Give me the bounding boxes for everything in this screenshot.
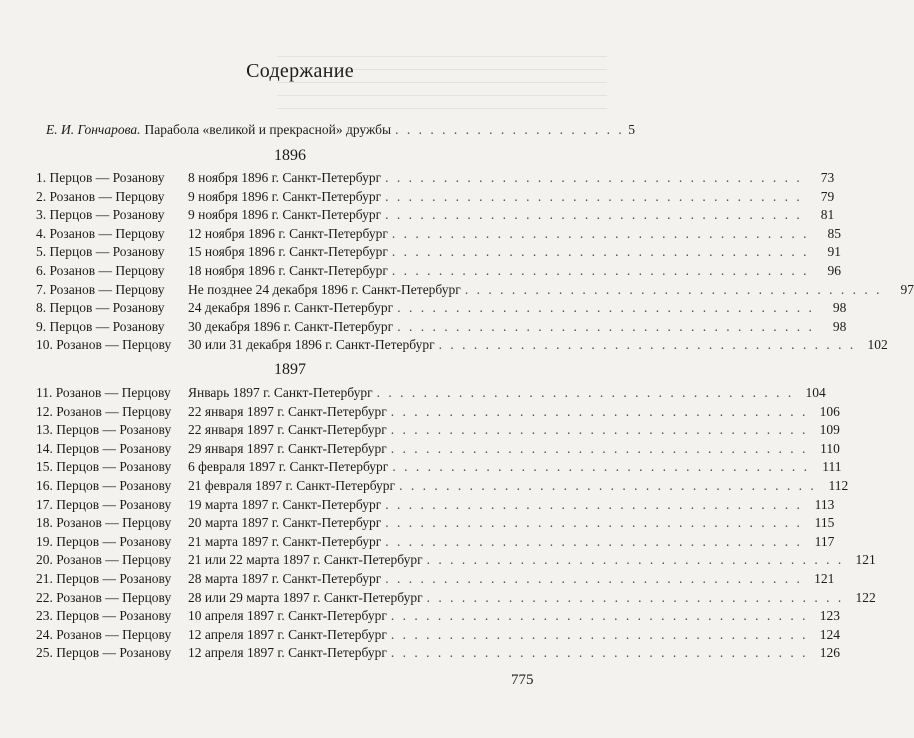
entry-correspondents: 20. Розанов — Перцову bbox=[36, 552, 172, 568]
contents-entry bbox=[36, 608, 841, 627]
leader-dots: . . . . . . . . . . . . . . . . . . . . . . . . . . . . . . . . . . . . bbox=[391, 244, 810, 260]
entry-page-number: 126 bbox=[819, 645, 841, 661]
leader-dots: . . . . . . . . . . . . . . . . . . . . . . . . . . . . . . . . . . . . bbox=[385, 533, 803, 549]
leader-dots: . . . . . . . . . . . . . . . . . . . . . . . . . . . . . . . . . . . . bbox=[391, 225, 810, 241]
entry-correspondents: 7. Розанов — Перцову bbox=[36, 281, 165, 297]
contents-entry bbox=[36, 188, 835, 208]
entry-page-number: 115 bbox=[814, 515, 835, 531]
contents-entry bbox=[36, 244, 842, 263]
entry-date-place: 18 ноября 1896 г. Санкт-Петербург bbox=[188, 262, 388, 278]
entry-page-number: 113 bbox=[814, 496, 835, 512]
intro-author: Е. И. Гончарова. bbox=[46, 122, 141, 137]
contents-entry bbox=[36, 440, 840, 460]
leader-dots: . . . . . . . . . . . . . . . . . . . . . . . . . . . . . . . . . . . . bbox=[385, 188, 803, 204]
contents-entry bbox=[36, 422, 840, 441]
leader-dots: . . . . . . . . . . . . . . . . . . . . . . . . . . . . . . . . . . . . bbox=[399, 477, 817, 493]
entry-correspondents: 5. Перцов — Розанову bbox=[36, 244, 165, 260]
contents-entry bbox=[36, 225, 842, 245]
contents-entry bbox=[36, 533, 835, 553]
leader-dots: . . . . . . . . . . . . . . . . . . . . . . . . . . . . . . . . . . . . bbox=[385, 170, 803, 185]
leader-dots: . . . . . . . . . . . . . . . . . . . . . . . . . . . . . . . . . . . . bbox=[390, 440, 808, 456]
entry-date-place: 28 или 29 марта 1897 г. Санкт-Петербург bbox=[188, 589, 423, 605]
entry-correspondents: 25. Перцов — Розанову bbox=[36, 645, 172, 661]
entry-correspondents: 4. Розанов — Перцову bbox=[36, 225, 165, 241]
entry-page-number: 109 bbox=[819, 422, 840, 438]
contents-entry bbox=[36, 496, 835, 516]
entry-date-place: 24 декабря 1896 г. Санкт-Петербург bbox=[188, 300, 394, 316]
leader-dots: . . . . . . . . . . . . . . . . . . . . . . . . . . . . . . . . . . . . bbox=[385, 207, 803, 223]
leader-dots: . . . . . . . . . . . . . . . . . . . . . . . . . . . . . . . . . . . . bbox=[391, 262, 810, 278]
entries-1896 bbox=[36, 170, 914, 356]
page-title: Содержание bbox=[246, 60, 354, 82]
entry-page-number: 111 bbox=[822, 459, 842, 475]
entry-page-number: 121 bbox=[814, 570, 835, 586]
contents-entry bbox=[36, 589, 876, 609]
entry-page-number: 97 bbox=[900, 281, 914, 297]
entry-page-number: 122 bbox=[855, 589, 876, 605]
entry-page-number: 81 bbox=[820, 207, 835, 223]
contents-entry bbox=[36, 459, 842, 478]
entry-date-place: 28 марта 1897 г. Санкт-Петербург bbox=[188, 570, 382, 586]
contents-entry bbox=[36, 385, 826, 404]
entry-date-place: 8 ноября 1896 г. Санкт-Петербург bbox=[188, 170, 382, 185]
page-number: 775 bbox=[511, 672, 534, 688]
entry-date-place: 9 ноября 1896 г. Санкт-Петербург bbox=[188, 207, 382, 223]
intro-title: Парабола «великой и прекрасной» дружбы bbox=[144, 122, 392, 137]
leader-dots: . . . . . . . . . . . . . . . . . . . . . . . . . . . . . . . . . . . . bbox=[390, 403, 808, 419]
entry-page-number: 121 bbox=[855, 552, 876, 568]
entry-correspondents: 15. Перцов — Розанову bbox=[36, 459, 172, 475]
leader-dots: . . . . . . . . . . . . . . . . . . . . . . . . . . . . . . . . . . . . bbox=[376, 385, 794, 400]
entry-correspondents: 22. Розанов — Перцову bbox=[36, 589, 172, 605]
entry-correspondents: 24. Розанов — Перцову bbox=[36, 626, 172, 642]
entry-correspondents: 6. Розанов — Перцову bbox=[36, 262, 165, 278]
leader-dots: . . . . . . . . . . . . . . . . . . . . . . . . . . . . . . . . . . . . bbox=[390, 645, 809, 661]
leader-dots: . . . . . . . . . . . . . . . . . . . . . . . . . . . . . . . . . . . . bbox=[464, 281, 882, 297]
leader-dots: . . . . . . . . . . . . . . . . . . . . . . . . . . . . . . . . . . . . bbox=[385, 570, 803, 586]
entry-page-number: 123 bbox=[819, 608, 841, 624]
entry-correspondents: 1. Перцов — Розанову bbox=[36, 170, 165, 185]
entry-date-place: 9 ноября 1896 г. Санкт-Петербург bbox=[188, 188, 382, 204]
contents-entry bbox=[36, 515, 835, 534]
entry-page-number: 124 bbox=[819, 626, 841, 642]
entry-correspondents: 2. Розанов — Перцову bbox=[36, 188, 165, 204]
leader-dots: . . . . . . . . . . . . . . . . . . . . . . . . . . . . . . . . . . . . bbox=[426, 552, 844, 568]
entry-page-number: 98 bbox=[832, 318, 847, 334]
entry-page-number: 106 bbox=[819, 403, 840, 419]
entry-page-number: 110 bbox=[820, 440, 840, 456]
entry-date-place: 21 марта 1897 г. Санкт-Петербург bbox=[188, 533, 382, 549]
leader-dots: . . . . . . . . . . . . . . . . . . . . bbox=[395, 122, 625, 137]
entry-correspondents: 17. Перцов — Розанову bbox=[36, 496, 172, 512]
entries-1897 bbox=[36, 385, 876, 664]
leader-dots: . . . . . . . . . . . . . . . . . . . . . . . . . . . . . . . . . . . . bbox=[392, 459, 810, 475]
entry-date-place: Не позднее 24 декабря 1896 г. Санкт-Петербург bbox=[188, 281, 461, 297]
contents-entry bbox=[36, 552, 876, 571]
entry-date-place: 22 января 1897 г. Санкт-Петербург bbox=[188, 403, 387, 419]
leader-dots: . . . . . . . . . . . . . . . . . . . . . . . . . . . . . . . . . . . . bbox=[385, 496, 803, 512]
year-heading-1897: 1897 bbox=[274, 361, 306, 378]
entry-page-number: 102 bbox=[867, 337, 888, 353]
entry-date-place: 6 февраля 1897 г. Санкт-Петербург bbox=[188, 459, 389, 475]
entry-correspondents: 8. Перцов — Розанову bbox=[36, 300, 165, 316]
entry-page-number: 117 bbox=[814, 533, 835, 549]
entry-date-place: 12 апреля 1897 г. Санкт-Петербург bbox=[188, 645, 387, 661]
entry-page-number: 98 bbox=[832, 300, 847, 316]
entry-correspondents: 14. Перцов — Розанову bbox=[36, 440, 172, 456]
entry-correspondents: 11. Розанов — Перцову bbox=[36, 385, 171, 400]
leader-dots: . . . . . . . . . . . . . . . . . . . . . . . . . . . . . . . . . . . . bbox=[390, 608, 809, 624]
entry-page-number: 85 bbox=[827, 225, 842, 241]
contents-entry bbox=[36, 262, 842, 282]
entry-date-place: 21 или 22 марта 1897 г. Санкт-Петербург bbox=[188, 552, 423, 568]
leader-dots: . . . . . . . . . . . . . . . . . . . . . . . . . . . . . . . . . . . . bbox=[385, 515, 803, 531]
entry-page-number: 79 bbox=[820, 188, 835, 204]
entry-date-place: 30 декабря 1896 г. Санкт-Петербург bbox=[188, 318, 394, 334]
entry-page-number: 104 bbox=[805, 385, 826, 400]
intro-entry bbox=[46, 122, 635, 138]
entry-correspondents: 3. Перцов — Розанову bbox=[36, 207, 165, 223]
leader-dots: . . . . . . . . . . . . . . . . . . . . . . . . . . . . . . . . . . . . bbox=[390, 422, 808, 438]
entry-correspondents: 19. Перцов — Розанову bbox=[36, 533, 172, 549]
entry-date-place: Январь 1897 г. Санкт-Петербург bbox=[188, 385, 373, 400]
contents-entry bbox=[36, 570, 835, 590]
entry-date-place: 12 ноября 1896 г. Санкт-Петербург bbox=[188, 225, 388, 241]
entry-correspondents: 13. Перцов — Розанову bbox=[36, 422, 172, 438]
year-heading-1896: 1896 bbox=[274, 147, 306, 164]
entry-date-place: 21 февраля 1897 г. Санкт-Петербург bbox=[188, 477, 396, 493]
entry-correspondents: 21. Перцов — Розанову bbox=[36, 570, 172, 586]
entry-date-place: 30 или 31 декабря 1896 г. Санкт-Петербург bbox=[188, 337, 435, 353]
intro-page-number: 5 bbox=[628, 122, 635, 137]
entry-page-number: 91 bbox=[827, 244, 842, 260]
entry-correspondents: 9. Перцов — Розанову bbox=[36, 318, 165, 334]
contents-entry bbox=[36, 318, 847, 338]
entry-date-place: 29 января 1897 г. Санкт-Петербург bbox=[188, 440, 387, 456]
entry-date-place: 15 ноября 1896 г. Санкт-Петербург bbox=[188, 244, 388, 260]
entry-page-number: 112 bbox=[828, 477, 849, 493]
contents-entry bbox=[36, 300, 847, 319]
entry-correspondents: 18. Розанов — Перцову bbox=[36, 515, 172, 531]
contents-entry bbox=[36, 281, 914, 301]
entry-correspondents: 16. Перцов — Розанову bbox=[36, 477, 172, 493]
leader-dots: . . . . . . . . . . . . . . . . . . . . . . . . . . . . . . . . . . . . bbox=[397, 300, 815, 316]
leader-dots: . . . . . . . . . . . . . . . . . . . . . . . . . . . . . . . . . . . . bbox=[426, 589, 844, 605]
entry-page-number: 73 bbox=[820, 170, 835, 185]
leader-dots: . . . . . . . . . . . . . . . . . . . . . . . . . . . . . . . . . . . . bbox=[397, 318, 815, 334]
contents-entry bbox=[36, 477, 849, 497]
contents-entry bbox=[36, 207, 835, 226]
entry-date-place: 12 апреля 1897 г. Санкт-Петербург bbox=[188, 626, 387, 642]
entry-correspondents: 10. Розанов — Перцову bbox=[36, 337, 172, 353]
leader-dots: . . . . . . . . . . . . . . . . . . . . . . . . . . . . . . . . . . . . bbox=[438, 337, 856, 353]
entry-correspondents: 12. Розанов — Перцову bbox=[36, 403, 172, 419]
entry-date-place: 10 апреля 1897 г. Санкт-Петербург bbox=[188, 608, 387, 624]
contents-entry bbox=[36, 645, 841, 664]
entry-date-place: 22 января 1897 г. Санкт-Петербург bbox=[188, 422, 387, 438]
leader-dots: . . . . . . . . . . . . . . . . . . . . . . . . . . . . . . . . . . . . bbox=[390, 626, 809, 642]
entry-date-place: 20 марта 1897 г. Санкт-Петербург bbox=[188, 515, 382, 531]
entry-correspondents: 23. Перцов — Розанову bbox=[36, 608, 172, 624]
entry-date-place: 19 марта 1897 г. Санкт-Петербург bbox=[188, 496, 382, 512]
contents-entry bbox=[36, 170, 835, 189]
contents-entry bbox=[36, 403, 840, 423]
contents-entry bbox=[36, 626, 841, 646]
contents-entry bbox=[36, 337, 888, 356]
entry-page-number: 96 bbox=[827, 262, 842, 278]
